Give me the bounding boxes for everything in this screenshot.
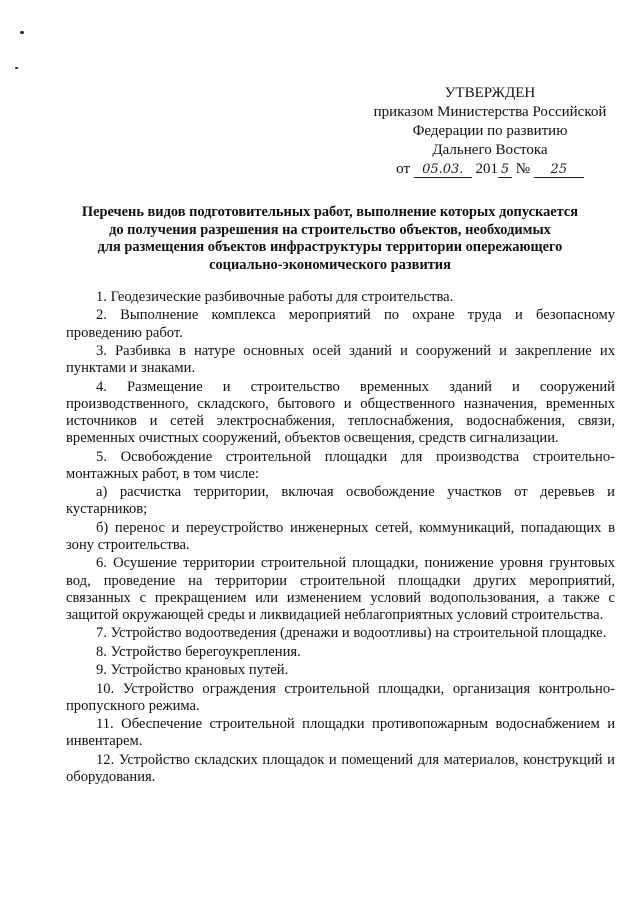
list-item: 11. Обеспечение строительной площадки противопожарным водоснабжением и инвентарем. xyxy=(66,716,615,750)
title-line-4: социально-экономического развития xyxy=(209,256,451,273)
title-line-1: Перечень видов подготовительных работ, выполнение которых допускается xyxy=(81,204,579,220)
list-item: 1. Геодезические разбивочные работы для строительства. xyxy=(96,289,454,305)
title-line-2: до получения разрешения на строительство объектов, необходимых xyxy=(109,221,551,238)
number-sign: № xyxy=(515,161,531,177)
list-item: а) расчистка территории, включая освобождение участков от деревьев и кустарников; xyxy=(66,484,615,518)
date-prefix: от xyxy=(396,161,411,177)
list-item: 6. Осушение территории строительной площадки, понижение уровня грунтовых вод, проведение на территории строительной площадки других мероприятий, связанных с прекращением или изменением условий водопользования, а также с защитой окружающей среды и ликвидацией неблагоприятных условий строительства. xyxy=(66,555,615,623)
list-item: 9. Устройство крановых путей. xyxy=(96,662,289,679)
handwritten-number: 25 xyxy=(534,162,584,178)
approval-line-1: приказом Министерства Российской xyxy=(373,104,607,120)
approval-date-row xyxy=(360,160,620,179)
year-prefix: 201 xyxy=(475,161,499,177)
list-item: 5. Освобождение строительной площадки для производства строительно-монтажных работ, в том числе: xyxy=(66,448,615,482)
approval-block xyxy=(360,84,620,179)
list-item: 3. Разбивка в натуре основных осей зданий и сооружений и закрепление их пунктами и знаками. xyxy=(66,342,615,377)
list-item: 10. Устройство ограждения строительной площадки, организация контрольно-пропускного режима. xyxy=(66,680,615,714)
list-item: 4. Размещение и строительство временных зданий и сооружений производственного, складского, бытового и общественного назначения, временных источников и сетей электроснабжения, теплоснабжения, водоснабжения, связи, временных очистных сооружений, объектов освещения, средств сигнализации. xyxy=(66,378,615,447)
list-item: 7. Устройство водоотведения (дренажи и водоотливы) на строительной площадке. xyxy=(96,625,607,642)
approval-line-2: Федерации по развитию xyxy=(412,123,568,139)
scan-speck xyxy=(15,67,18,69)
list-item: 2. Выполнение комплекса мероприятий по охране труда и безопасному проведению работ. xyxy=(66,307,615,341)
title-line-3: для размещения объектов инфраструктуры территории опережающего xyxy=(97,239,563,255)
document-title xyxy=(70,204,590,274)
approval-status: УТВЕРЖДЕН xyxy=(444,85,536,101)
approval-line-3: Дальнего Востока xyxy=(432,142,548,158)
list-item: 8. Устройство берегоукрепления. xyxy=(96,643,301,660)
handwritten-year: 5 xyxy=(498,162,512,178)
list-item: 12. Устройство складских площадок и помещений для материалов, конструкций и оборудования. xyxy=(66,751,615,785)
handwritten-date: 05.03. xyxy=(414,162,472,178)
work-list xyxy=(66,289,615,787)
scan-speck xyxy=(20,31,24,34)
list-item: б) перенос и переустройство инженерных сетей, коммуникаций, попадающих в зону строительства. xyxy=(66,519,615,553)
